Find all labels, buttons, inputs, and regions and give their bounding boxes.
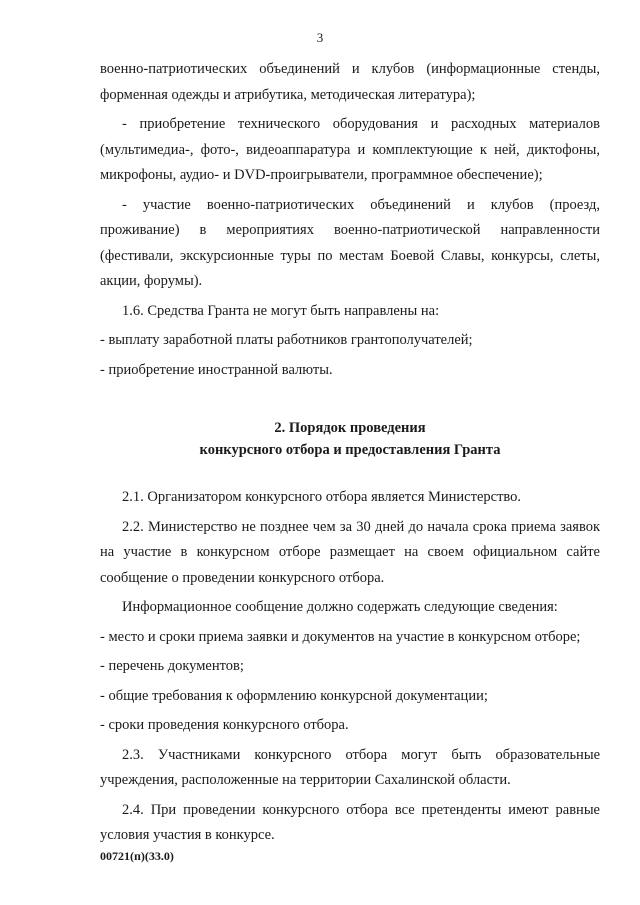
- paragraph-1-6: 1.6. Средства Гранта не могут быть направлены на:: [122, 302, 440, 319]
- document-code: 00721(п)(33.0): [100, 849, 174, 863]
- paragraph-info-message: Информационное сообщение должно содержать следующие сведения:: [122, 599, 558, 615]
- paragraph-2-3: 2.3. Участниками конкурсного отбора могут быть образовательные учреждения, расположенные на территории Сахалинской области.: [100, 746, 600, 788]
- section-2-heading-line1: 2. Порядок проведения: [274, 420, 426, 436]
- paragraph-2-2: 2.2. Министерство не позднее чем за 30 дней до начала срока приема заявок на участие в конкурсном отборе размещает на своем официальном сайте сообщение о проведении конкурсного отбора.: [100, 518, 600, 586]
- list-item-foreign-currency: - приобретение иностранной валюты.: [100, 361, 333, 378]
- list-item-place-terms: - место и сроки приема заявки и документов на участие в конкурсном отборе;: [100, 628, 581, 645]
- list-item-terms: - сроки проведения конкурсного отбора.: [100, 717, 349, 733]
- paragraph-2-1: 2.1. Организатором конкурсного отбора является Министерство.: [122, 489, 522, 505]
- section-2-heading: [100, 417, 600, 461]
- page-number: 3: [316, 30, 324, 45]
- list-item-requirements: - общие требования к оформлению конкурсной документации;: [100, 687, 488, 704]
- list-item-documents: - перечень документов;: [100, 658, 244, 674]
- paragraph-2-4: 2.4. При проведении конкурсного отбора все претенденты имеют равные условия участия в конкурсе.: [100, 801, 600, 843]
- list-item-salary: - выплату заработной платы работников грантополучателей;: [100, 332, 473, 348]
- paragraph-equipment-materials: военно-патриотических объединений и клубов (информационные стенды, форменная одежды и атрибутика, методическая литература);: [100, 61, 600, 103]
- document-body: [100, 57, 600, 853]
- paragraph-participation-events: - участие военно-патриотических объединений и клубов (проезд, проживание) в мероприятиях военно-патриотической направленности (фестивали, экскурсионные туры по местам Боевой Славы, конкурсы, слеты, акции, форумы).: [100, 196, 600, 289]
- section-2-heading-line2: конкурсного отбора и предоставления Гранта: [199, 442, 501, 458]
- paragraph-technical-equipment: - приобретение технического оборудования и расходных материалов (мультимедиа-, фото-, видеоаппаратура и комплектующие к ней, диктофоны, микрофоны, аудио- и DVD-проигрыватели, программное обеспечение);: [100, 116, 600, 183]
